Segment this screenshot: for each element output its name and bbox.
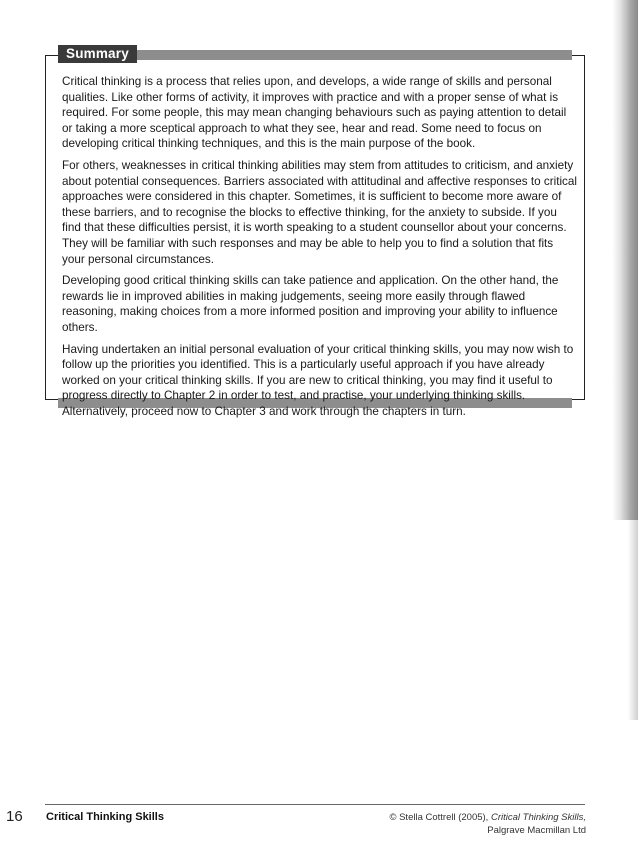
running-title: Critical Thinking Skills [46, 811, 164, 823]
summary-paragraph-4: Having undertaken an initial personal evaluation of your critical thinking skills, you may now wish to follow up the priorities you identified. This is a particularly useful approach if you have already worked on your critical thinking skills. If you are new to critical thinking, you may find it useful to progress directly to Chapter 2 in order to test, and practise, your underlying thinking skills. Alternatively, proceed now to Chapter 3 and work through the chapters in turn. [62, 342, 574, 418]
credit-publisher: Palgrave Macmillan Ltd [487, 825, 586, 836]
summary-paragraph-1: Critical thinking is a process that relies upon, and develops, a wide range of skills and personal qualities. Like other forms of activity, it improves with practice and with a proper sense of what is required. For some people, this may mean changing behaviours such as paying attention to detail or taking a more sceptical approach to what they see, hear and read. Some need to focus on developing critical thinking techniques, and this is the main purpose of the book. [62, 75, 567, 151]
scan-page-edge-fade [628, 520, 638, 720]
page-number: 16 [6, 808, 23, 825]
summary-body [62, 74, 578, 425]
summary-heading: Summary [58, 45, 137, 63]
credit-prefix: © Stella Cottrell (2005), [389, 812, 491, 823]
summary-paragraph-3: Developing good critical thinking skills can take patience and application. On the other hand, the rewards lie in improved abilities in making judgements, seeing more easily through flawed reasoning, making choices from a more informed position and improving your ability to influence others. [62, 274, 559, 334]
scan-page-edge-shadow [612, 0, 638, 520]
footer-rule [45, 804, 585, 805]
credit-book-title: Critical Thinking Skills, [490, 812, 586, 823]
summary-paragraph-2: For others, weaknesses in critical thinking abilities may stem from attitudes to criticism, and anxiety about potential consequences. Barriers associated with attitudinal and affective responses to critical approaches were considered in this chapter. Sometimes, it is sufficient to become more aware of these barriers, and to recognise the blocks to effective thinking, for the anxiety to subside. If you find that these difficulties persist, it is worth speaking to a student counsellor about your concerns. They will be familiar with such responses and may be able to help you to find a solution that fits your personal circumstances. [62, 158, 577, 266]
copyright-credit [389, 811, 586, 837]
